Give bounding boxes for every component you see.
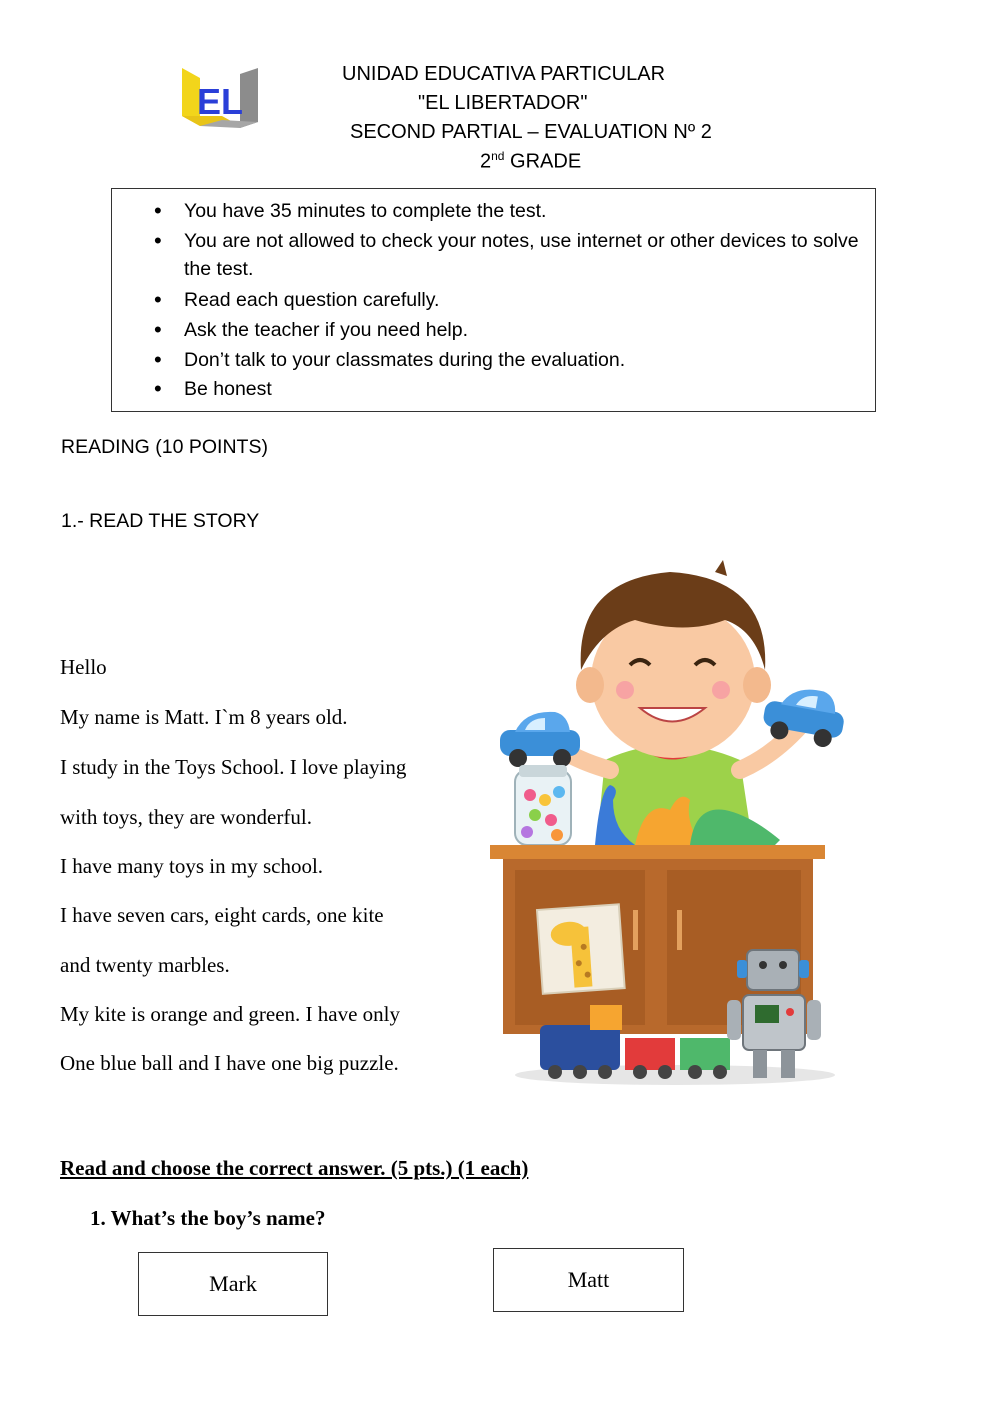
section-title: READING (10 POINTS): [61, 436, 268, 458]
rule-item: • Read each question carefully.: [184, 286, 874, 314]
rule-item: • Be honest: [184, 375, 874, 403]
story-line: I have many toys in my school.: [60, 854, 324, 878]
story-line: My name is Matt. I`m 8 years old.: [60, 705, 348, 729]
answer-option-matt[interactable]: Matt: [493, 1248, 684, 1312]
story-line: My kite is orange and green. I have only: [60, 1002, 400, 1026]
story-line: and twenty marbles.: [60, 953, 230, 977]
story-line: I have seven cars, eight cards, one kite: [60, 903, 384, 927]
story-line: Hello: [60, 655, 107, 679]
rule-item: • Ask the teacher if you need help.: [184, 316, 874, 344]
question-instructions: Read and choose the correct answer. (5 pts.) (1 each): [60, 1156, 529, 1180]
rule-item: • Don’t talk to your classmates during the evaluation.: [184, 346, 874, 374]
story-line: I study in the Toys School. I love playing: [60, 755, 407, 779]
school-name: UNIDAD EDUCATIVA PARTICULAR: [342, 63, 666, 85]
school-logo: [178, 64, 262, 140]
story-line: with toys, they are wonderful.: [60, 805, 312, 829]
grade-title: 2nd GRADE: [480, 149, 582, 173]
rule-item: • You are not allowed to check your notes, use internet or other devices to solve the test.: [184, 227, 874, 283]
boy-with-toys-illustration: [485, 560, 870, 1100]
evaluation-title: SECOND PARTIAL – EVALUATION Nº 2: [350, 121, 712, 143]
school-subtitle: "EL LIBERTADOR": [418, 92, 588, 114]
answer-option-mark[interactable]: Mark: [138, 1252, 328, 1316]
question-1: 1. What’s the boy’s name?: [90, 1206, 326, 1230]
svg-text:EL: EL: [197, 81, 244, 122]
story-line: One blue ball and I have one big puzzle.: [60, 1051, 399, 1075]
task-title: 1.- READ THE STORY: [61, 510, 260, 532]
rules-box: [111, 188, 876, 412]
rule-item: • You have 35 minutes to complete the test.: [184, 197, 874, 225]
